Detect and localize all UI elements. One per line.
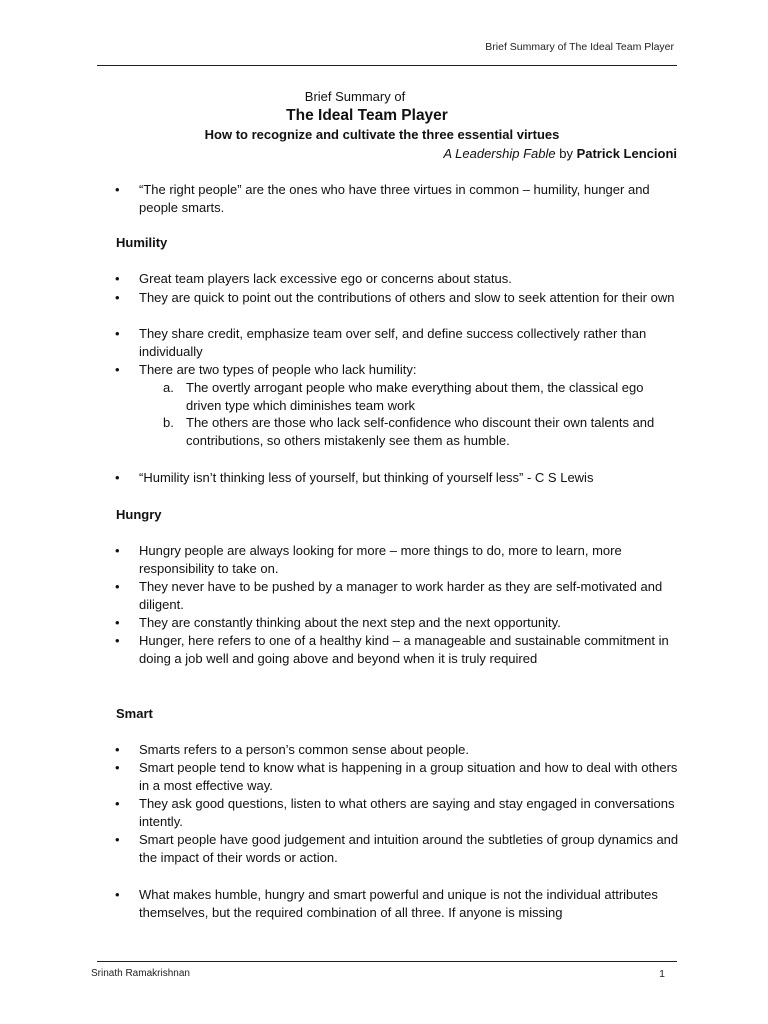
header-rule xyxy=(97,65,677,66)
hungry-bullet: • Hungry people are always looking for more – more things to do, more to learn, more responsibility to take on. xyxy=(139,542,679,578)
smart-bullet: • Smart people have good judgement and intuition around the subtleties of group dynamics and the impact of their words or action. xyxy=(139,831,679,867)
subitem-marker: b. xyxy=(163,415,174,430)
smart-bullet: • Smart people tend to know what is happening in a group situation and how to deal with others in a most effective way. xyxy=(139,759,679,795)
page-number: 1 xyxy=(659,968,665,980)
byline-book: A Leadership Fable xyxy=(443,146,556,161)
humility-bullet: • They share credit, emphasize team over self, and define success collectively rather than individually xyxy=(139,325,679,361)
subitem-marker: a. xyxy=(163,380,174,395)
heading-smart: Smart xyxy=(116,706,153,721)
heading-humility: Humility xyxy=(116,235,168,250)
byline xyxy=(443,145,677,163)
document-subtitle: How to recognize and cultivate the three essential virtues xyxy=(204,127,560,142)
title-block xyxy=(97,88,677,144)
humility-subitem xyxy=(163,379,680,415)
running-header: Brief Summary of The Ideal Team Player xyxy=(485,41,674,53)
humility-quote: • “Humility isn’t thinking less of yourself, but thinking of yourself less” - C S Lewis xyxy=(139,469,679,487)
intro-bullet: • “The right people” are the ones who have three virtues in common – humility, hunger and people smarts. xyxy=(139,181,679,217)
heading-hungry: Hungry xyxy=(116,507,162,522)
pre-title: Brief Summary of xyxy=(304,89,406,104)
hungry-bullet: • Hunger, here refers to one of a healthy kind – a manageable and sustainable commitment in doing a job well and going above and beyond when it is truly required xyxy=(139,632,679,668)
subitem-text: The overtly arrogant people who make everything about them, the classical ego driven type which diminishes team work xyxy=(186,380,644,413)
humility-subitem xyxy=(163,414,680,450)
hungry-bullet: • They are constantly thinking about the next step and the next opportunity. xyxy=(139,614,679,632)
document-title: The Ideal Team Player xyxy=(286,107,448,124)
subitem-text: The others are those who lack self-confidence who discount their own talents and contributions, so others mistakenly see them as humble. xyxy=(186,415,655,448)
closing-bullet: • What makes humble, hungry and smart powerful and unique is not the individual attributes themselves, but the required combination of all three. If anyone is missing xyxy=(139,886,679,922)
footer-rule xyxy=(97,961,677,962)
smart-bullet: • Smarts refers to a person’s common sense about people. xyxy=(139,741,679,759)
footer-author: Srinath Ramakrishnan xyxy=(91,968,190,979)
hungry-bullet: • They never have to be pushed by a manager to work harder as they are self-motivated and diligent. xyxy=(139,578,679,614)
humility-bullet: • They are quick to point out the contributions of others and slow to seek attention for their own xyxy=(139,289,679,307)
byline-author: Patrick Lencioni xyxy=(576,146,677,161)
humility-bullet: • There are two types of people who lack humility: xyxy=(139,361,679,379)
humility-bullet: • Great team players lack excessive ego or concerns about status. xyxy=(139,270,679,288)
byline-by: by xyxy=(555,146,577,161)
smart-bullet: • They ask good questions, listen to what others are saying and stay engaged in conversations intently. xyxy=(139,795,679,831)
